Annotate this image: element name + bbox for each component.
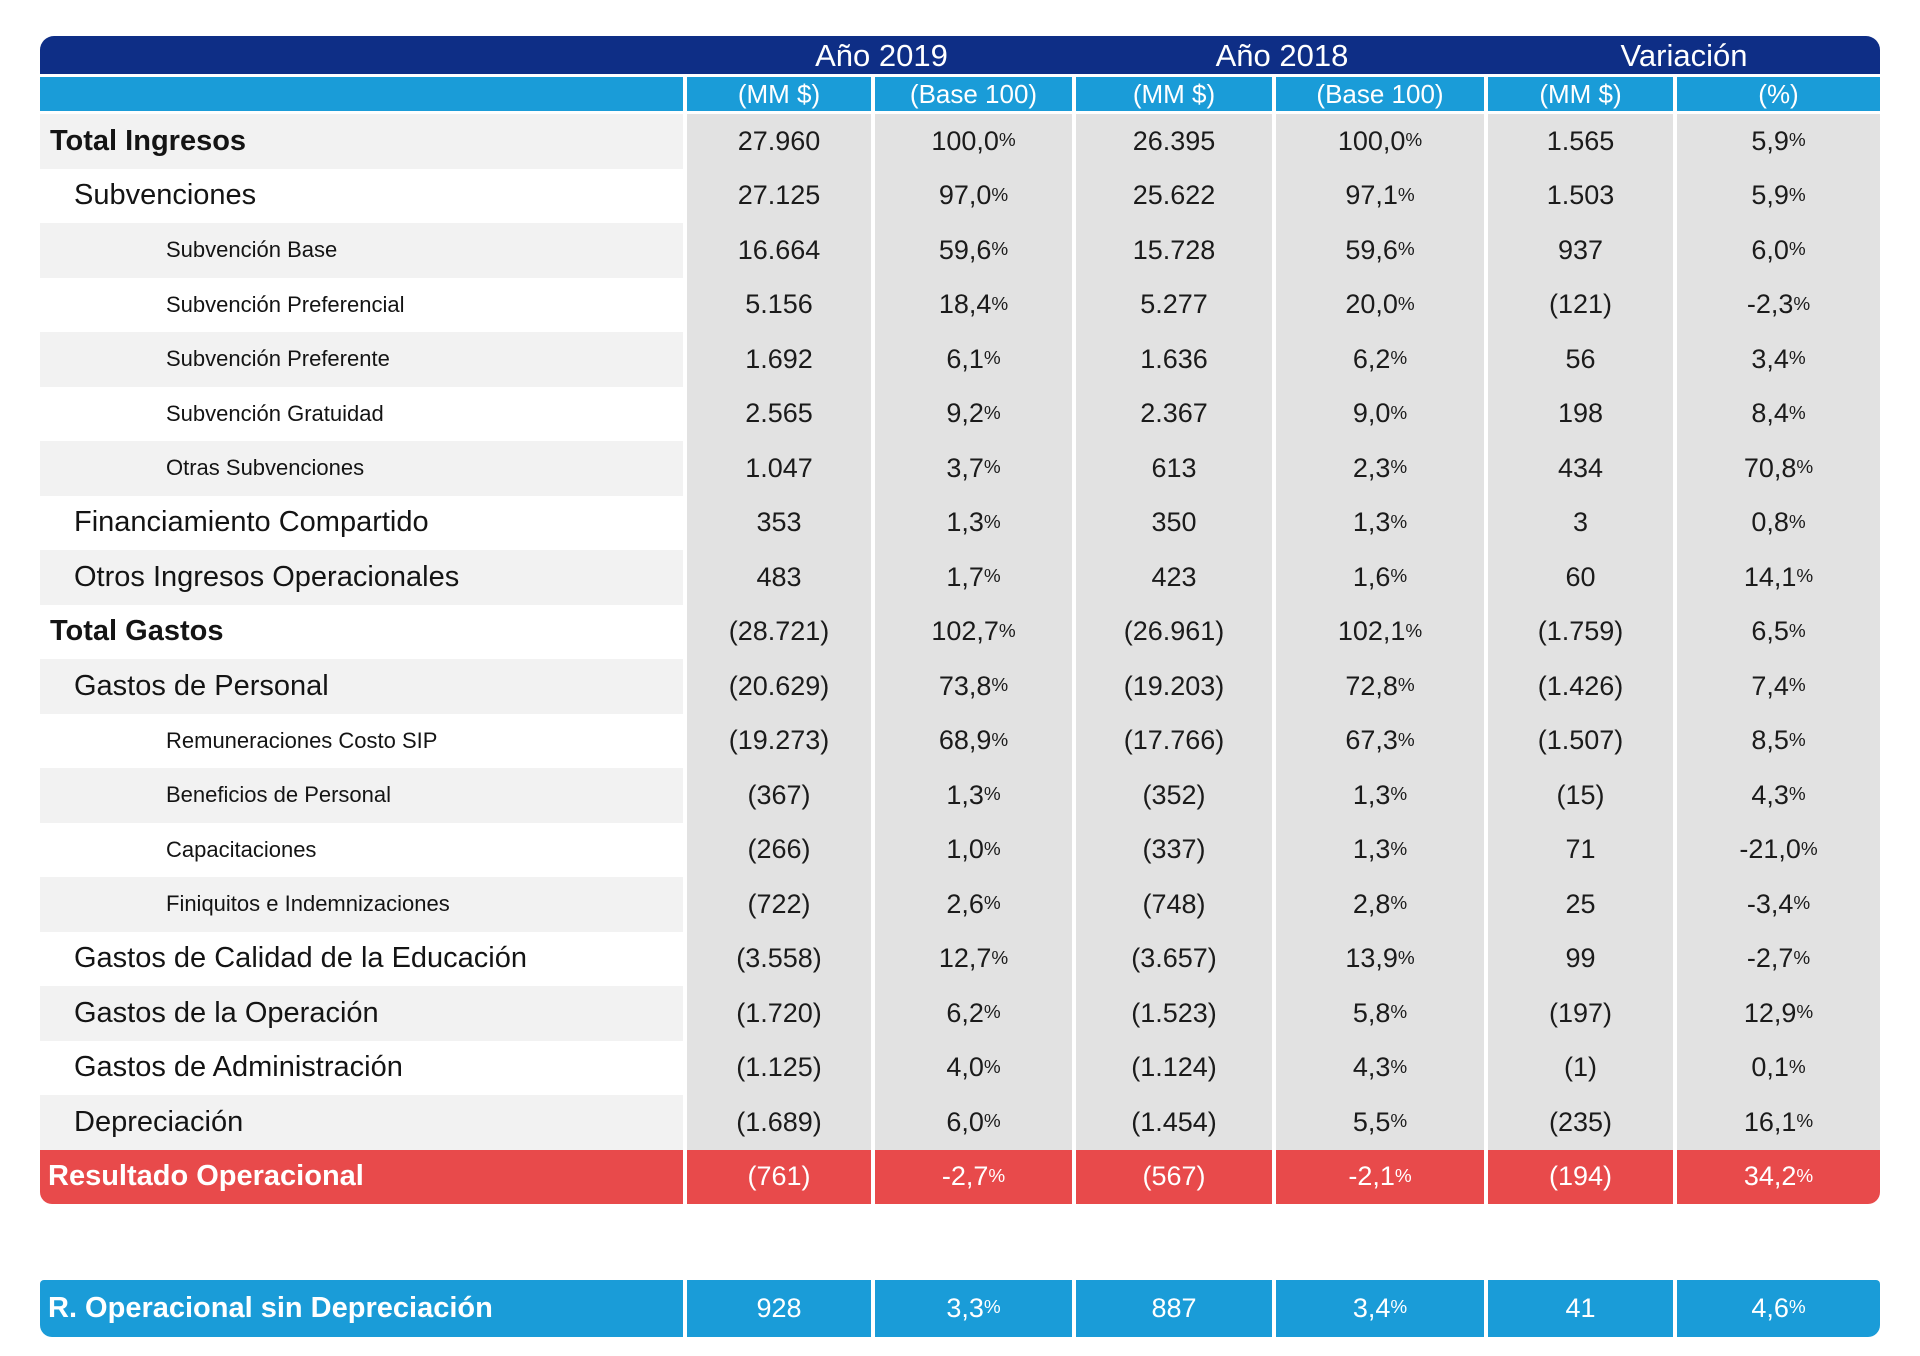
percent-sign: % (1397, 293, 1415, 315)
percent-sign: % (1397, 184, 1415, 206)
result-value-cell: -2,7 % (875, 1150, 1072, 1204)
value-cell: (1.720) (687, 986, 871, 1041)
result-value-cell: (761) (687, 1150, 871, 1204)
sub-header-spacer (40, 77, 683, 111)
value-cell: 60 (1488, 550, 1673, 605)
row-label: Finiquitos e Indemnizaciones (40, 877, 683, 932)
footer-value-cell: 887 (1076, 1280, 1272, 1337)
value-cell: 4,0 % (875, 1041, 1072, 1096)
percent-sign: % (983, 1111, 1001, 1133)
value-cell: 1,7 % (875, 550, 1072, 605)
percent-sign: % (1397, 947, 1415, 969)
value-cell: 3,4 % (1677, 332, 1880, 387)
value-cell: 6,0 % (1677, 223, 1880, 278)
percent-sign: % (1800, 838, 1818, 860)
sub-header-pct-variacion: (%) (1677, 77, 1880, 111)
value-cell: (1.124) (1076, 1041, 1272, 1096)
value-cell: (748) (1076, 877, 1272, 932)
value-cell: 56 (1488, 332, 1673, 387)
percent-sign: % (1788, 130, 1806, 152)
footer-value-cell: 3,3 % (875, 1280, 1072, 1337)
percent-sign: % (1796, 1002, 1814, 1024)
value-cell: 70,8 % (1677, 441, 1880, 496)
row-label: Subvención Base (40, 223, 683, 278)
value-cell: 5.277 (1076, 278, 1272, 333)
value-cell: 12,7 % (875, 932, 1072, 987)
value-cell: 6,2 % (875, 986, 1072, 1041)
percent-sign: % (1788, 511, 1806, 533)
table-row (40, 223, 1880, 278)
sub-header-base100-2018: (Base 100) (1276, 77, 1484, 111)
percent-sign: % (1788, 1056, 1806, 1078)
percent-sign: % (1390, 511, 1408, 533)
value-cell: 1,3 % (875, 496, 1072, 551)
value-cell: 483 (687, 550, 871, 605)
value-cell: 5.156 (687, 278, 871, 333)
table-row (40, 714, 1880, 769)
value-cell: (367) (687, 768, 871, 823)
value-cell: (266) (687, 823, 871, 878)
value-cell: 16.664 (687, 223, 871, 278)
percent-sign: % (1405, 130, 1423, 152)
percent-sign: % (1796, 1111, 1814, 1133)
percent-sign: % (983, 784, 1001, 806)
percent-sign: % (1390, 1111, 1408, 1133)
percent-sign: % (1788, 1297, 1806, 1318)
row-label: Subvenciones (74, 179, 257, 212)
value-cell: 1,3 % (1276, 823, 1484, 878)
value-cell: 15.728 (1076, 223, 1272, 278)
row-label: Gastos de Administración (74, 1051, 403, 1084)
value-cell: (1) (1488, 1041, 1673, 1096)
group-header-row (40, 36, 1880, 74)
value-cell: -3,4 % (1677, 877, 1880, 932)
table-row (40, 986, 1880, 1041)
row-label: Otros Ingresos Operacionales (40, 550, 683, 605)
percent-sign: % (1390, 1297, 1408, 1318)
percent-sign: % (1788, 620, 1806, 642)
percent-sign: % (983, 511, 1001, 533)
table-row (40, 932, 1880, 987)
row-label: Subvención Preferencial (166, 291, 405, 317)
percent-sign: % (988, 1165, 1006, 1187)
value-cell: 1,3 % (875, 768, 1072, 823)
sub-header-mm-variacion: (MM $) (1488, 77, 1673, 111)
value-cell: 102,7 % (875, 605, 1072, 660)
value-cell: (1.454) (1076, 1095, 1272, 1150)
table-row (40, 387, 1880, 442)
value-cell: 27.960 (687, 114, 871, 169)
value-cell: 72,8 % (1276, 659, 1484, 714)
value-cell: 3 (1488, 496, 1673, 551)
percent-sign: % (1390, 348, 1408, 370)
value-cell: (337) (1076, 823, 1272, 878)
value-cell: 1.565 (1488, 114, 1673, 169)
value-cell: 5,8 % (1276, 986, 1484, 1041)
footer-value-cell: 3,4 % (1276, 1280, 1484, 1337)
value-cell: -2,7 % (1677, 932, 1880, 987)
value-cell: 14,1 % (1677, 550, 1880, 605)
percent-sign: % (1788, 784, 1806, 806)
value-cell: 1.636 (1076, 332, 1272, 387)
footer-value-cell: 928 (687, 1280, 871, 1337)
row-label: Beneficios de Personal (40, 768, 683, 823)
value-cell: 71 (1488, 823, 1673, 878)
footer-value-cell: 4,6 % (1677, 1280, 1880, 1337)
group-header-ano-2019: Año 2019 (815, 37, 948, 73)
table-row (40, 605, 1880, 660)
value-cell: (19.203) (1076, 659, 1272, 714)
percent-sign: % (1390, 457, 1408, 479)
value-cell: 12,9 % (1677, 986, 1880, 1041)
percent-sign: % (983, 893, 1001, 915)
value-cell: 67,3 % (1276, 714, 1484, 769)
percent-sign: % (1796, 566, 1814, 588)
value-cell: 9,2 % (875, 387, 1072, 442)
percent-sign: % (1390, 402, 1408, 424)
percent-sign: % (991, 184, 1009, 206)
table-row (40, 1041, 1880, 1096)
table-row (40, 114, 1880, 169)
result-value-cell: 34,2 % (1677, 1150, 1880, 1204)
financial-table (40, 36, 1880, 1337)
group-header-spacer (40, 36, 687, 74)
percent-sign: % (983, 457, 1001, 479)
table-row (40, 278, 1880, 333)
percent-sign: % (1793, 293, 1811, 315)
table-row (40, 496, 1880, 551)
value-cell: (17.766) (1076, 714, 1272, 769)
value-cell: -21,0 % (1677, 823, 1880, 878)
percent-sign: % (991, 293, 1009, 315)
row-label: Total Ingresos (40, 114, 683, 169)
value-cell: 97,0 % (875, 169, 1072, 224)
value-cell: 2.367 (1076, 387, 1272, 442)
percent-sign: % (998, 130, 1016, 152)
value-cell: 1,6 % (1276, 550, 1484, 605)
percent-sign: % (1796, 1165, 1814, 1187)
percent-sign: % (983, 1056, 1001, 1078)
table-row (40, 823, 1880, 878)
value-cell: (26.961) (1076, 605, 1272, 660)
value-cell: 2.565 (687, 387, 871, 442)
value-cell: (1.759) (1488, 605, 1673, 660)
sub-header-mm-2018: (MM $) (1076, 77, 1272, 111)
value-cell: (1.426) (1488, 659, 1673, 714)
percent-sign: % (1390, 566, 1408, 588)
footer-row (40, 1280, 1880, 1337)
value-cell: 613 (1076, 441, 1272, 496)
row-label: Remuneraciones Costo SIP (166, 727, 438, 753)
footer-row-label: R. Operacional sin Depreciación (40, 1280, 683, 1337)
value-cell: 1.503 (1488, 169, 1673, 224)
value-cell: (352) (1076, 768, 1272, 823)
percent-sign: % (983, 838, 1001, 860)
value-cell: 68,9 % (875, 714, 1072, 769)
value-cell: 0,1 % (1677, 1041, 1880, 1096)
percent-sign: % (1788, 675, 1806, 697)
percent-sign: % (1390, 784, 1408, 806)
percent-sign: % (1397, 729, 1415, 751)
percent-sign: % (983, 1002, 1001, 1024)
row-label: Financiamiento Compartido (74, 506, 429, 539)
value-cell: 1.692 (687, 332, 871, 387)
percent-sign: % (1390, 1002, 1408, 1024)
value-cell: 25.622 (1076, 169, 1272, 224)
table-body (40, 114, 1880, 1150)
value-cell: (3.558) (687, 932, 871, 987)
value-cell: (121) (1488, 278, 1673, 333)
value-cell: (28.721) (687, 605, 871, 660)
value-cell: 99 (1488, 932, 1673, 987)
result-row (40, 1150, 1880, 1204)
percent-sign: % (983, 566, 1001, 588)
value-cell: (1.523) (1076, 986, 1272, 1041)
percent-sign: % (1796, 457, 1814, 479)
row-label: Otras Subvenciones (40, 441, 683, 496)
percent-sign: % (1390, 838, 1408, 860)
value-cell: 6,5 % (1677, 605, 1880, 660)
value-cell: 18,4 % (875, 278, 1072, 333)
value-cell: 97,1 % (1276, 169, 1484, 224)
value-cell: (20.629) (687, 659, 871, 714)
sub-header-row (40, 77, 1880, 111)
value-cell: 100,0 % (875, 114, 1072, 169)
value-cell: (197) (1488, 986, 1673, 1041)
row-label: Gastos de Calidad de la Educación (74, 942, 528, 975)
value-cell: 27.125 (687, 169, 871, 224)
percent-sign: % (1793, 947, 1811, 969)
value-cell: 4,3 % (1677, 768, 1880, 823)
table-row (40, 441, 1880, 496)
value-cell: 1,0 % (875, 823, 1072, 878)
percent-sign: % (1788, 239, 1806, 261)
value-cell: 25 (1488, 877, 1673, 932)
row-label: Gastos de la Operación (40, 986, 683, 1041)
value-cell: 0,8 % (1677, 496, 1880, 551)
value-cell: 434 (1488, 441, 1673, 496)
row-label: Capacitaciones (166, 836, 317, 862)
value-cell: 423 (1076, 550, 1272, 605)
value-cell: 1.047 (687, 441, 871, 496)
value-cell: (235) (1488, 1095, 1673, 1150)
value-cell: (19.273) (687, 714, 871, 769)
value-cell: -2,3 % (1677, 278, 1880, 333)
percent-sign: % (983, 1297, 1001, 1318)
percent-sign: % (1788, 729, 1806, 751)
value-cell: (15) (1488, 768, 1673, 823)
percent-sign: % (991, 239, 1009, 261)
result-value-cell: (567) (1076, 1150, 1272, 1204)
value-cell: 4,3 % (1276, 1041, 1484, 1096)
percent-sign: % (983, 402, 1001, 424)
percent-sign: % (1788, 402, 1806, 424)
table-row (40, 768, 1880, 823)
percent-sign: % (1394, 1165, 1412, 1187)
value-cell: 6,1 % (875, 332, 1072, 387)
row-label: Total Gastos (50, 615, 224, 648)
value-cell: 2,6 % (875, 877, 1072, 932)
value-cell: 5,5 % (1276, 1095, 1484, 1150)
value-cell: 26.395 (1076, 114, 1272, 169)
table-row (40, 332, 1880, 387)
value-cell: 1,3 % (1276, 768, 1484, 823)
row-label: Depreciación (40, 1095, 683, 1150)
row-label: Gastos de Personal (40, 659, 683, 714)
result-value-cell: (194) (1488, 1150, 1673, 1204)
group-header-variacion: Variación (1620, 37, 1748, 73)
percent-sign: % (1793, 893, 1811, 915)
percent-sign: % (983, 348, 1001, 370)
percent-sign: % (991, 729, 1009, 751)
percent-sign: % (1397, 675, 1415, 697)
value-cell: 20,0 % (1276, 278, 1484, 333)
result-value-cell: -2,1 % (1276, 1150, 1484, 1204)
value-cell: (1.507) (1488, 714, 1673, 769)
value-cell: 59,6 % (1276, 223, 1484, 278)
group-header-ano-2018: Año 2018 (1215, 37, 1349, 73)
value-cell: (722) (687, 877, 871, 932)
percent-sign: % (1397, 239, 1415, 261)
value-cell: 73,8 % (875, 659, 1072, 714)
table-row (40, 169, 1880, 224)
value-cell: (1.125) (687, 1041, 871, 1096)
value-cell: 100,0 % (1276, 114, 1484, 169)
footer-value-cell: 41 (1488, 1280, 1673, 1337)
result-row-label: Resultado Operacional (40, 1150, 683, 1204)
value-cell: 2,3 % (1276, 441, 1484, 496)
value-cell: 6,2 % (1276, 332, 1484, 387)
value-cell: (1.689) (687, 1095, 871, 1150)
row-label: Subvención Preferente (40, 332, 683, 387)
table-row (40, 1095, 1880, 1150)
row-label: Subvención Gratuidad (166, 400, 384, 426)
value-cell: (3.657) (1076, 932, 1272, 987)
percent-sign: % (991, 947, 1009, 969)
value-cell: 16,1 % (1677, 1095, 1880, 1150)
percent-sign: % (991, 675, 1009, 697)
value-cell: 59,6 % (875, 223, 1072, 278)
value-cell: 8,4 % (1677, 387, 1880, 442)
value-cell: 5,9 % (1677, 169, 1880, 224)
percent-sign: % (1405, 620, 1423, 642)
value-cell: 937 (1488, 223, 1673, 278)
value-cell: 6,0 % (875, 1095, 1072, 1150)
table-row (40, 877, 1880, 932)
value-cell: 2,8 % (1276, 877, 1484, 932)
table-row (40, 659, 1880, 714)
value-cell: 8,5 % (1677, 714, 1880, 769)
value-cell: 102,1 % (1276, 605, 1484, 660)
sub-header-mm-2019: (MM $) (687, 77, 871, 111)
percent-sign: % (998, 620, 1016, 642)
percent-sign: % (1788, 348, 1806, 370)
percent-sign: % (1788, 184, 1806, 206)
value-cell: 13,9 % (1276, 932, 1484, 987)
value-cell: 3,7 % (875, 441, 1072, 496)
value-cell: 350 (1076, 496, 1272, 551)
value-cell: 198 (1488, 387, 1673, 442)
value-cell: 5,9 % (1677, 114, 1880, 169)
value-cell: 353 (687, 496, 871, 551)
percent-sign: % (1390, 893, 1408, 915)
value-cell: 7,4 % (1677, 659, 1880, 714)
value-cell: 1,3 % (1276, 496, 1484, 551)
table-row (40, 550, 1880, 605)
value-cell: 9,0 % (1276, 387, 1484, 442)
percent-sign: % (1390, 1056, 1408, 1078)
sub-header-base100-2019: (Base 100) (875, 77, 1072, 111)
